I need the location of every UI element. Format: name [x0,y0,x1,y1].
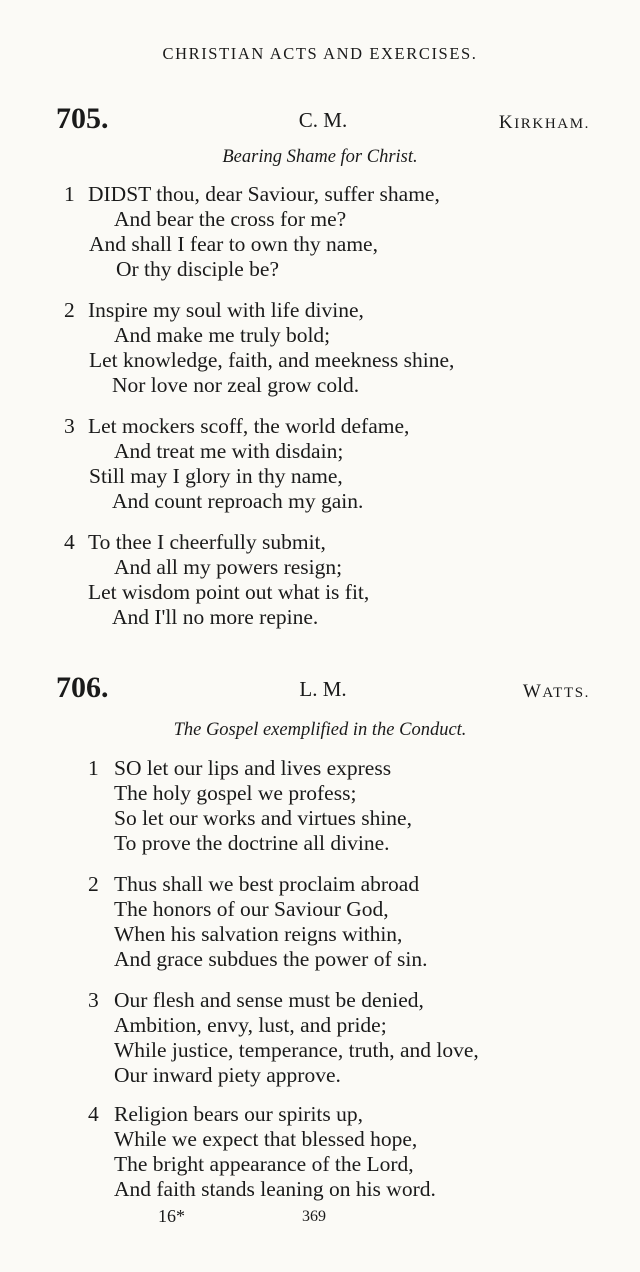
verse-line: To prove the doctrine all divine. [114,831,390,855]
verse-line: To thee I cheerfully submit, [88,530,326,554]
stanza-number: 1 [64,182,75,206]
stanza [64,298,454,398]
verse-line: Inspire my soul with life divine, [88,298,364,322]
stanza [88,1102,436,1202]
verse-line: And treat me with disdain; [114,439,344,463]
stanza-number: 1 [88,756,99,780]
verse-line: And all my powers resign; [114,555,343,579]
stanza-number: 2 [88,872,99,896]
verse-line: Let wisdom point out what is fit, [88,580,370,604]
stanza-number: 3 [88,988,99,1012]
stanza-number: 4 [88,1102,99,1126]
stanza [88,872,427,972]
hymn-title: Bearing Shame for Christ. [222,147,418,167]
stanza [88,988,479,1088]
hymn-tune-initial: K [498,112,515,133]
verse-line: Let knowledge, faith, and meekness shine, [89,348,455,372]
verse-line: Nor love nor zeal grow cold. [112,373,360,397]
stanza [64,530,369,630]
verse-line: Our flesh and sense must be denied, [114,988,424,1012]
hymn-number: 705. [56,102,109,135]
verse-line: So let our works and virtues shine, [114,806,412,830]
verse-line: When his salvation reigns within, [114,922,403,946]
verse-line: Thus shall we best proclaim abroad [114,872,420,896]
verse-line: And make me truly bold; [114,323,331,347]
stanza-number: 3 [64,414,75,438]
verse-line: And bear the cross for me? [114,207,347,231]
stanza [88,756,412,856]
stanza [64,182,440,282]
verse-line: DIDST thou, dear Saviour, suffer shame, [88,182,440,206]
hymn-meter: L. M. [299,677,347,701]
verse-line: The holy gospel we profess; [114,781,357,805]
verse-line: Our inward piety approve. [114,1063,341,1087]
verse-line: Let mockers scoff, the world defame, [88,414,410,438]
verse-line: The honors of our Saviour God, [114,897,389,921]
hymn-706-header [56,672,590,704]
hymn-title: The Gospel exemplified in the Conduct. [173,720,467,740]
verse-line: And count reproach my gain. [112,489,364,513]
hymn-number: 706. [56,671,109,704]
verse-line: SO let our lips and lives express [114,756,392,780]
verse-line: The bright appearance of the Lord, [114,1152,414,1176]
verse-line: Ambition, envy, lust, and pride; [114,1013,387,1037]
hymn-tune-initial: W [522,681,543,702]
verse-line: And shall I fear to own thy name, [89,232,378,256]
hymn-tune-rest: ATTS. [542,685,590,701]
stanza [64,414,409,514]
stanza-number: 4 [64,530,75,554]
hymn-705-header [56,103,590,135]
page-number: 369 [302,1208,326,1225]
verse-line: And faith stands leaning on his word. [114,1177,436,1201]
verse-line: While we expect that blessed hope, [114,1127,418,1151]
signature-mark: 16* [158,1206,185,1226]
hymn-meter: C. M. [298,108,348,132]
running-head: CHRISTIAN ACTS AND EXERCISES. [162,44,478,63]
verse-line: Still may I glory in thy name, [89,464,343,488]
verse-line: Or thy disciple be? [116,257,279,281]
hymn-tune [499,111,590,136]
verse-line: And I'll no more repine. [112,605,319,629]
hymn-tune-rest: IRKHAM. [514,116,590,132]
stanza-number: 2 [64,298,75,322]
hymn-tune [523,680,590,705]
verse-line: Religion bears our spirits up, [114,1102,364,1126]
verse-line: While justice, temperance, truth, and love, [114,1038,479,1062]
verse-line: And grace subdues the power of sin. [114,947,428,971]
